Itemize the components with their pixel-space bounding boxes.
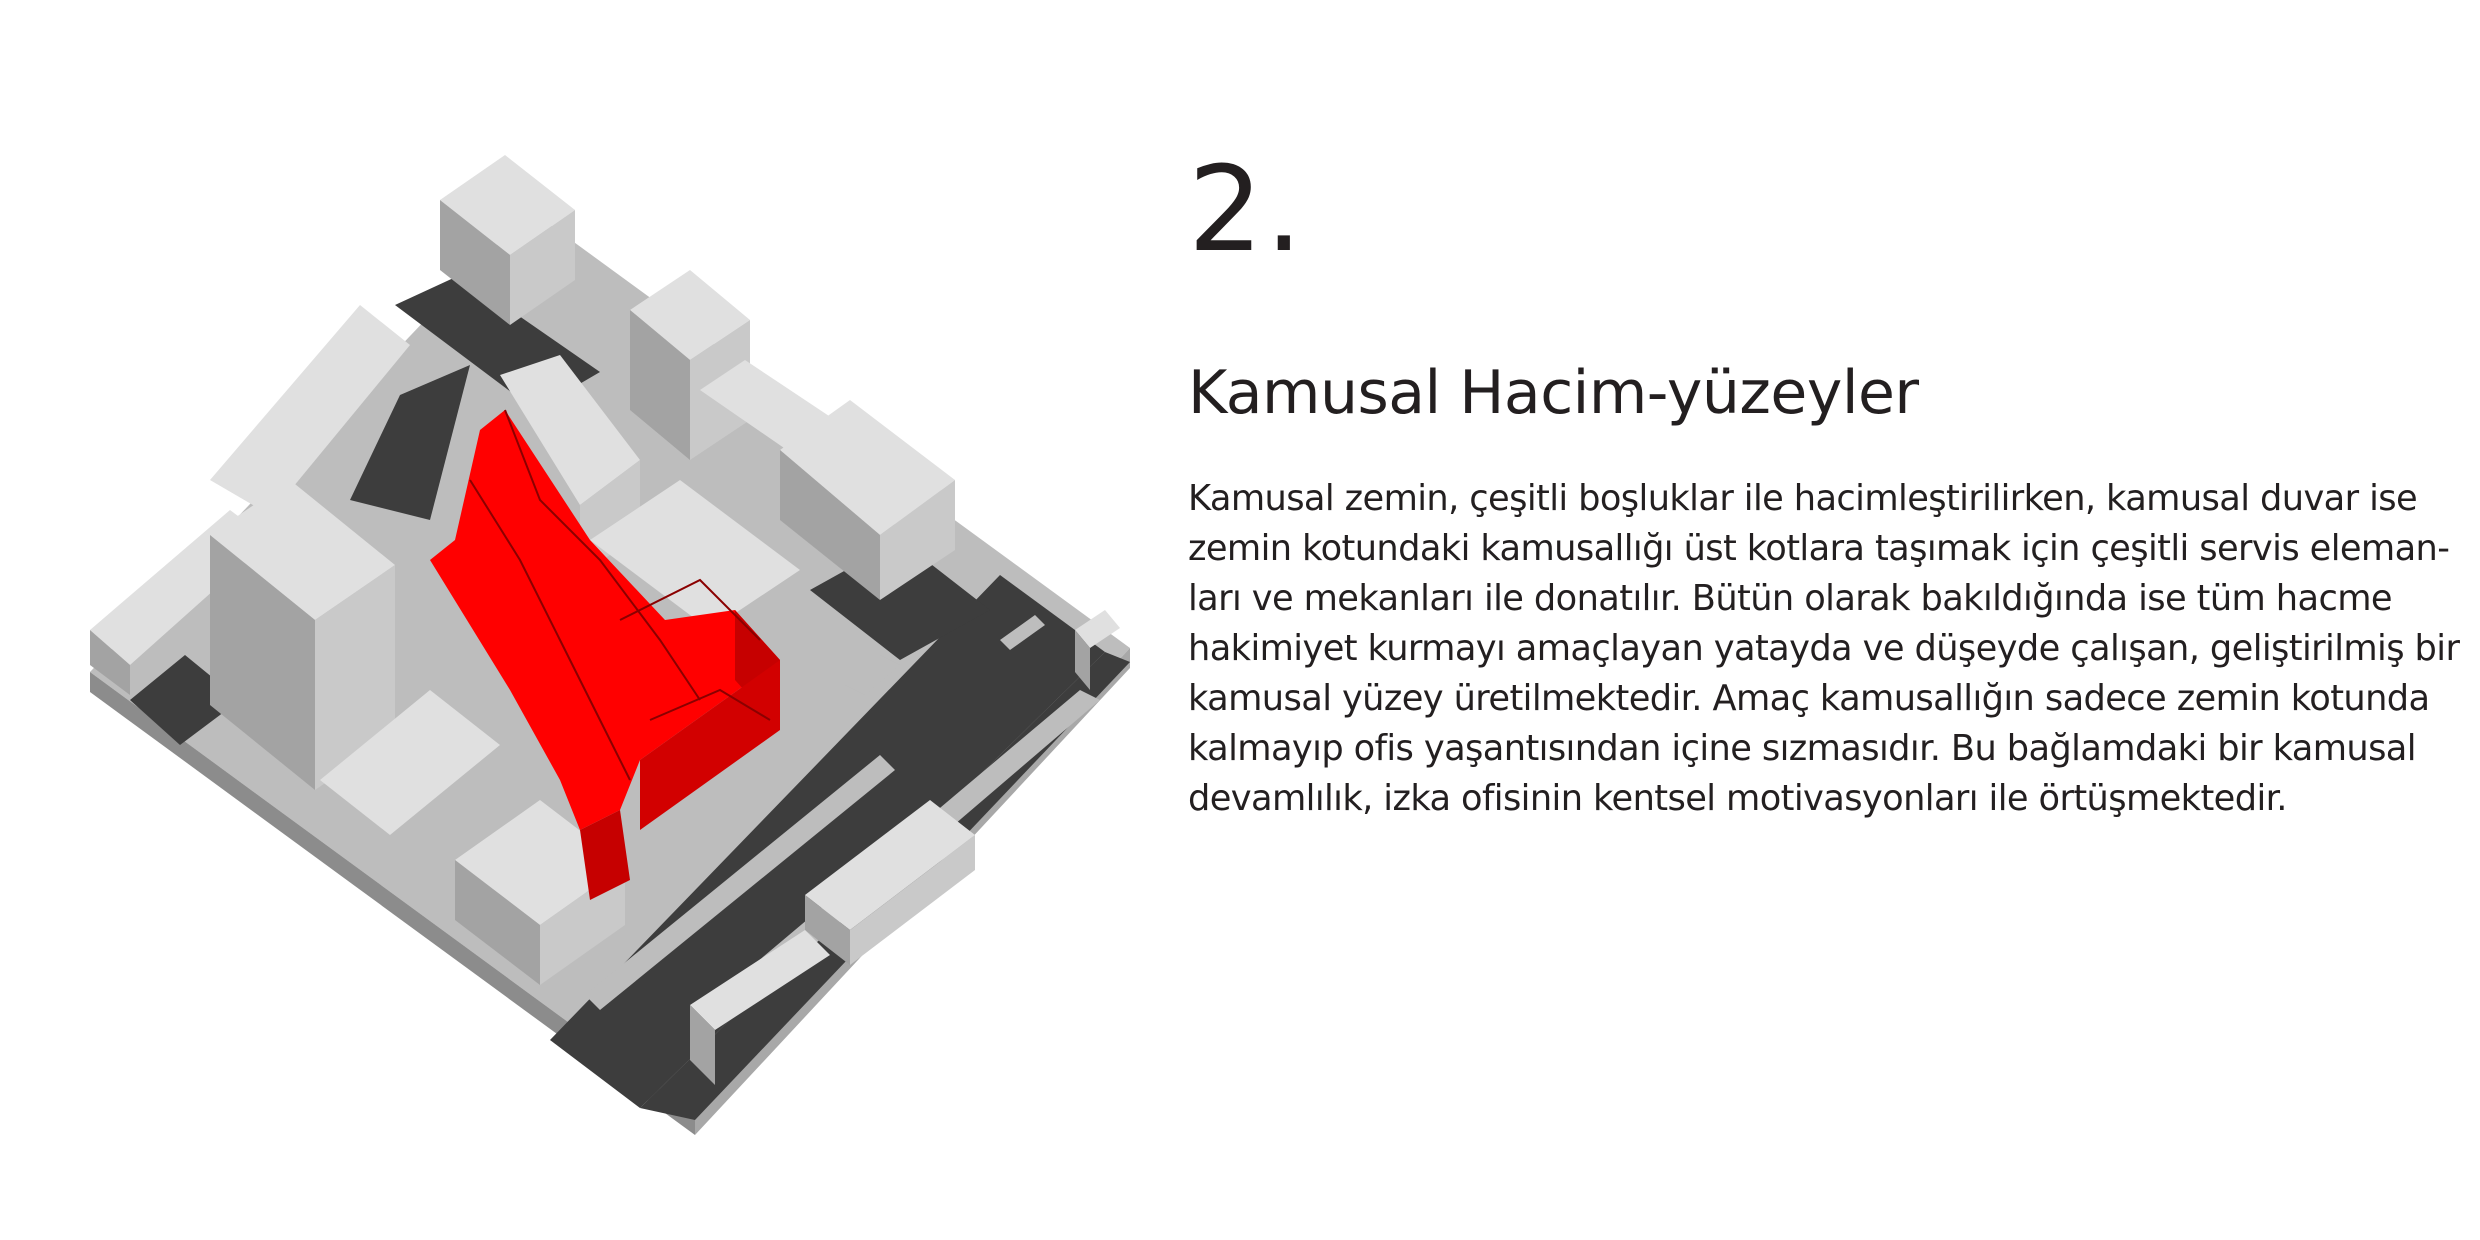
body-line: kalmayıp ofis yaşantısından içine sızmasıdır. Bu bağlamdaki bir kamusal [1188,728,2416,769]
isometric-site-diagram [80,130,1140,1140]
body-line: zemin kotundaki kamusallığı üst kotlara taşımak için çeşitli servis eleman- [1188,528,2450,569]
section-title: Kamusal Hacim-yüzeyler [1188,358,1919,428]
body-line: hakimiyet kurmayı amaçlayan yatayda ve düşeyde çalışan, geliştirilmiş bir [1188,628,2460,669]
body-line: kamusal yüzey üretilmektedir. Amaç kamusallığın sadece zemin kotunda [1188,678,2430,719]
body-line: Kamusal zemin, çeşitli boşluklar ile hacimleştirilirken, kamusal duvar ise [1188,478,2418,519]
body-line: ları ve mekanları ile donatılır. Bütün olarak bakıldığında ise tüm hacme [1188,578,2392,619]
section-body [1188,474,2460,824]
site-model-svg [80,130,1140,1140]
section-number: 2. [1188,140,1305,278]
body-line: devamlılık, izka ofisinin kentsel motivasyonları ile örtüşmektedir. [1188,778,2287,819]
text-panel [1188,140,2460,824]
